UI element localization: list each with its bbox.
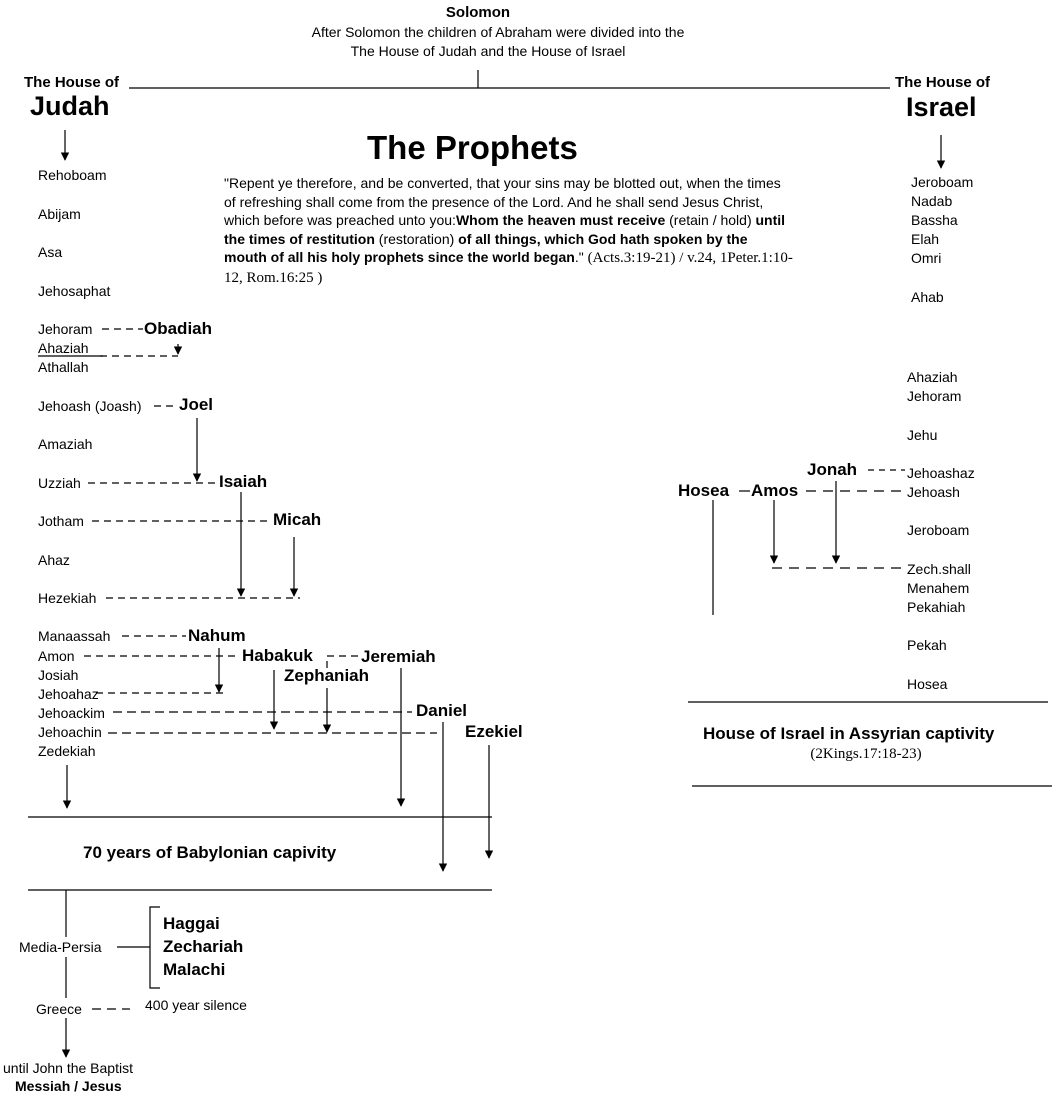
israel-king: Jehoram [907, 388, 962, 404]
judah-name: Judah [30, 91, 110, 121]
judah-king: Ahaziah [38, 340, 89, 356]
judah-king: Manaassah [38, 628, 111, 644]
prophet-daniel: Daniel [416, 701, 468, 720]
judah-king: Jehoachin [38, 724, 102, 740]
silence-label: 400 year silence [145, 997, 247, 1013]
solomon-title: Solomon [445, 4, 511, 21]
prophet-zephaniah: Zephaniah [284, 666, 370, 685]
judah-king: Athallah [38, 359, 89, 375]
quote-part-4: ." [574, 249, 588, 265]
prophet-malachi: Malachi [163, 960, 226, 979]
judah-king: Jehoash (Joash) [38, 398, 142, 414]
israel-king: Jehoash [907, 484, 960, 500]
prophet-zechariah: Zechariah [163, 937, 244, 956]
quote-part-1: "Repent ye therefore, and be converted, that your sins may be blotted out, when the times of refreshing shall come from the presence of the Lord. And he shall send Jesus Christ, which before was preached unto you: [224, 175, 781, 228]
israel-king: Bassha [911, 212, 958, 228]
judah-king: Amaziah [38, 436, 93, 452]
judah-king: Jotham [38, 513, 84, 529]
prophet-haggai: Haggai [163, 914, 220, 933]
assyria-captivity-ref: (2Kings.17:18-23) [810, 746, 922, 762]
quote-bold-1: Whom the heaven must receive [455, 212, 666, 228]
judah-prefix: The House of [24, 74, 120, 91]
messiah-label: Messiah / Jesus [15, 1078, 122, 1094]
judah-king: Hezekiah [38, 590, 97, 606]
israel-king: Jeroboam [911, 174, 974, 190]
israel-king: Ahab [911, 289, 944, 305]
judah-king: Ahaz [38, 552, 70, 568]
israel-king: Pekah [907, 637, 947, 653]
israel-king: Ahaziah [907, 369, 958, 385]
judah-king: Asa [38, 244, 63, 260]
quote-part-3: (restoration) [374, 230, 459, 247]
judah-king: Zedekiah [38, 743, 96, 759]
prophet-hosea: Hosea [678, 481, 730, 500]
quote-part-2: (retain / hold) [665, 212, 756, 228]
prophet-ezekiel: Ezekiel [465, 722, 523, 741]
quote-reference: (Acts.3:19-21) / v.24, 1Peter.1:10-12, Rom.16:25 ) [224, 250, 793, 286]
assyria-captivity-title: House of Israel in Assyrian captivity [703, 724, 995, 743]
prophet-jeremiah: Jeremiah [361, 647, 436, 666]
quote-bold-2: until the times of restitution [224, 212, 786, 247]
header-line-2: The House of Judah and the House of Israel [350, 43, 626, 59]
israel-prefix: The House of [895, 74, 991, 91]
until-john-label: until John the Baptist [3, 1060, 133, 1076]
israel-name: Israel [906, 92, 977, 122]
prophet-jonah: Jonah [807, 460, 858, 479]
prophet-obadiah: Obadiah [144, 319, 213, 338]
judah-king: Uzziah [38, 475, 81, 491]
prophet-micah: Micah [273, 510, 322, 529]
judah-king: Jehoahaz [38, 686, 99, 702]
judah-king: Jehoram [38, 321, 93, 337]
greece-label: Greece [36, 1001, 82, 1017]
prophet-joel: Joel [179, 395, 214, 414]
prophet-habakuk: Habakuk [242, 646, 313, 665]
babylon-captivity-label: 70 years of Babylonian capivity [83, 843, 337, 862]
judah-king: Jehoackim [38, 705, 105, 721]
israel-king: Jeroboam [907, 522, 970, 538]
judah-king: Rehoboam [38, 167, 107, 183]
israel-king: Elah [911, 231, 940, 247]
header-line-1: After Solomon the children of Abraham were divided into the [311, 24, 685, 40]
israel-king: Jehu [907, 427, 938, 443]
prophet-isaiah: Isaiah [219, 472, 268, 491]
media-persia-label: Media-Persia [19, 939, 102, 955]
judah-king: Abijam [38, 206, 81, 222]
prophets-title: The Prophets [367, 129, 578, 166]
scripture-quote [224, 174, 794, 287]
prophet-nahum: Nahum [188, 626, 246, 645]
judah-king: Jehosaphat [38, 283, 111, 299]
quote-bold-3: of all things, which God hath spoken by the mouth of all his holy prophets since the world began [224, 230, 748, 265]
israel-king: Omri [911, 250, 942, 266]
judah-king: Josiah [38, 667, 79, 683]
israel-king: Jehoashaz [907, 465, 975, 481]
israel-king: Nadab [911, 193, 953, 209]
israel-king: Zech.shall [907, 561, 971, 577]
prophet-amos: Amos [751, 481, 799, 500]
israel-king: Hosea [907, 676, 948, 692]
israel-king: Menahem [907, 580, 970, 596]
judah-king: Amon [38, 648, 75, 664]
israel-king: Pekahiah [907, 599, 966, 615]
